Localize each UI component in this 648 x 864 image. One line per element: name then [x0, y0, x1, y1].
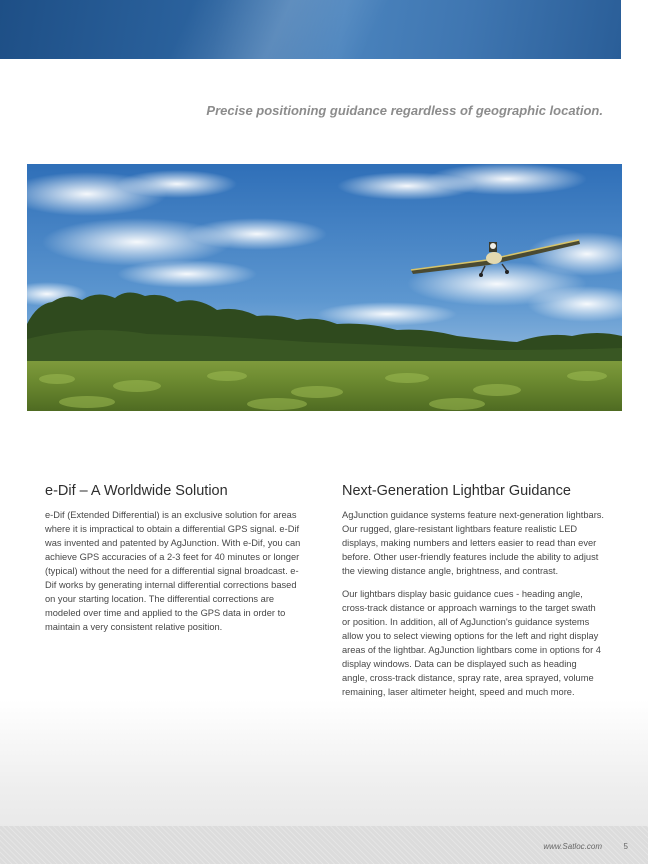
lightbar-paragraph-2: Our lightbars display basic guidance cues - heading angle, cross-track distance or approach warnings to the target swath or position. In addition, all of AgJunction's guidance systems allow you to select viewing options for the left and right display areas of the lightbar. AgJunction lightbars come in options for 4 display windows. Data can be displayed such as heading angle, cross-track distance, spray rate, area sprayed, volume remaining, laser altimeter height, speed and much more.	[342, 589, 601, 697]
page-number: 5	[623, 842, 628, 851]
left-column	[45, 483, 307, 643]
crop-duster-over-field-photo	[27, 164, 622, 411]
lightbar-heading: Next-Generation Lightbar Guidance	[342, 483, 571, 499]
page-tagline: Precise positioning guidance regardless of geographic location.	[206, 103, 603, 118]
edif-heading: e-Dif – A Worldwide Solution	[45, 483, 228, 499]
edif-paragraph: e-Dif (Extended Differential) is an exclusive solution for areas where it is impractical to obtain a differential GPS signal. e-Dif was invented and patented by AgJunction. With e-Dif, you can achieve GPS accuracies of a 2-3 feet for 40 minutes or longer (typical) without the need for a differential signal broadcast. e-Dif works by generating internal differential corrections based on your starting location. The differential corrections are modeled over time and applied to the GPS data in order to maintain a very consistent relative position.	[45, 510, 301, 632]
lightbar-paragraph-1: AgJunction guidance systems feature next-generation lightbars. Our rugged, glare-resistant lightbars feature realistic LED displays, making numbers and letters easier to read than ever before. Other user-friendly features include the ability to adjust the viewing distance angle, brightness, and contrast.	[342, 510, 605, 576]
right-column	[342, 483, 604, 708]
footer-url: www.Satloc.com	[543, 842, 602, 851]
top-band-sheen	[0, 0, 621, 59]
